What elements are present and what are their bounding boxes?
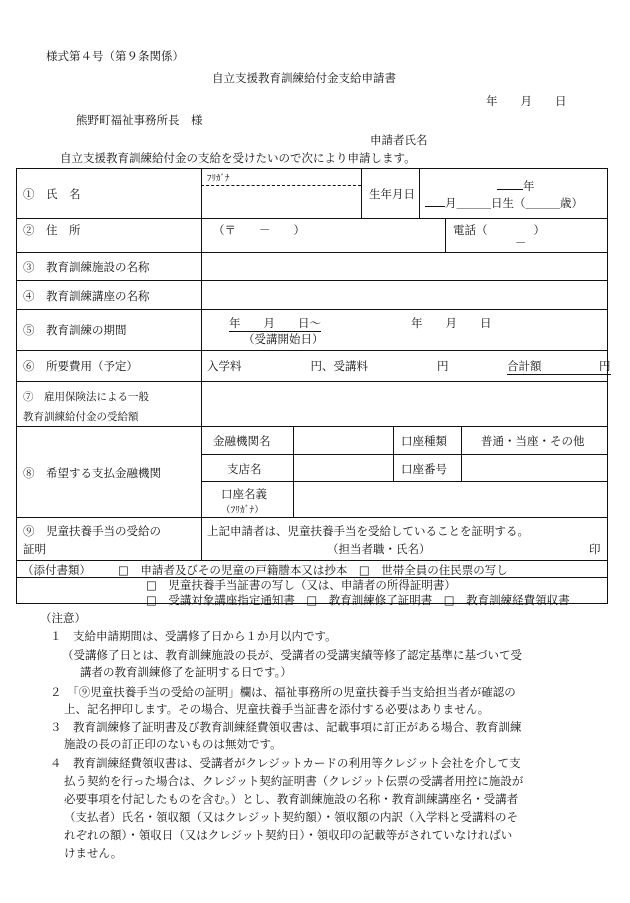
form-number: 様式第４号（第９条関係）	[46, 49, 184, 63]
attachment-line-3[interactable]: □ 受講対象講座指定通知書 □ 教育訓練修了証明書 □ 教育訓練経費領収書	[146, 593, 570, 607]
name-label: ① 氏 名	[23, 187, 81, 201]
postal-code-field[interactable]: （〒 － ）	[213, 223, 305, 237]
child-allowance-label-2: 証明	[23, 542, 46, 556]
facility-name-label: ③ 教育訓練施設の名称	[23, 260, 150, 274]
note-1a: （受講修了日とは、教育訓練施設の長が、受講者の受講実績等修了認定基準に基づいて受	[62, 648, 522, 662]
note-4f: けません。	[64, 846, 123, 860]
bank-name-input[interactable]	[299, 429, 389, 451]
course-name-label: ④ 教育訓練講座の名称	[23, 289, 150, 303]
certifier-name[interactable]: （担当者職・氏名）	[327, 542, 431, 556]
address-label: ② 住 所	[23, 223, 81, 237]
account-type-label: 口座種類	[401, 434, 447, 448]
note-3b: 施設の長の訂正印のないものは無効です。	[64, 737, 282, 751]
employment-benefit-label-1: ⑦ 雇用保険法による一般	[23, 391, 149, 403]
phone-field[interactable]: 電話（ ）	[453, 223, 545, 237]
birth-year[interactable]: 年	[497, 178, 535, 194]
seal-mark: 印	[589, 542, 601, 556]
fees-field[interactable]: 入学料 円、受講料 円	[207, 359, 449, 373]
certification-text: 上記申請者は、児童扶養手当を受給していることを証明する。	[207, 524, 529, 538]
account-holder-label: 口座名義	[221, 487, 267, 501]
account-number-label: 口座番号	[401, 462, 447, 476]
employment-benefit-label-2: 教育訓練給付金の受給額	[23, 411, 139, 423]
attachments-label: （添付書類）	[22, 563, 91, 577]
note-4c: 必要事項を付記したものを含む。）とし、教育訓練施設の名称・教育訓練講座名・受講者	[64, 792, 519, 806]
note-2a: ２ 「⑨児童扶養手当の受給の証明」欄は、福祉事務所の児童扶養手当支給担当者が確認の	[50, 685, 516, 699]
account-number-input[interactable]	[467, 457, 603, 479]
note-1b: 講者の教育訓練修了を証明する日です。）	[80, 665, 292, 679]
total-amount[interactable]: 合計額 円	[507, 359, 611, 373]
note-1: １ 支給申請期間は、受講修了日から１か月以内です。	[50, 629, 337, 643]
period-start[interactable]: 年 月 日～	[229, 316, 321, 330]
note-4e: れぞれの額）・領収日（又はクレジット契約日）・領収印の記載等がされていなければい	[64, 828, 513, 842]
employment-benefit-input[interactable]	[207, 387, 603, 421]
attachment-line-2[interactable]: □ 児童扶養手当証書の写し（又は、申請者の所得証明書）	[146, 578, 456, 592]
child-allowance-label-1: ⑨ 児童扶養手当の受給の	[23, 524, 161, 538]
phone-dash: －	[515, 236, 527, 250]
applicant-name-label: 申請者氏名	[370, 133, 428, 147]
course-name-input[interactable]	[207, 283, 603, 305]
period-start-note: （受講開始日）	[243, 332, 324, 346]
recipient: 熊野町福祉事務所長 様	[76, 113, 203, 127]
account-holder-kana-label: （ﾌﾘｶﾞﾅ）	[221, 505, 264, 516]
document-title: 自立支援教育訓練給付金支給申請書	[212, 71, 396, 85]
birth-date-label: 生年月日	[369, 187, 415, 201]
date-field[interactable]: 年 月 日	[486, 94, 567, 108]
bank-name-label: 金融機関名	[213, 434, 271, 448]
note-4b: 払う契約を行った場合は、クレジット契約証明書（クレジット伝票の受講者用控に施設が	[64, 774, 524, 788]
account-type-options[interactable]: 普通・当座・その他	[481, 434, 585, 448]
training-period-label: ⑤ 教育訓練の期間	[23, 323, 127, 337]
birth-month-day-age[interactable]: 月＿＿＿日生（＿＿＿歳）	[425, 195, 583, 211]
application-form-table	[16, 168, 611, 578]
attachment-line-1[interactable]: □ 申請者及びその児童の戸籍謄本又は抄本 □ 世帯全員の住民票の写し	[118, 563, 508, 577]
notes-heading: （注意）	[40, 611, 86, 625]
name-input[interactable]	[207, 189, 357, 213]
period-end[interactable]: 年 月 日	[411, 316, 492, 330]
bank-label: ⑧ 希望する支払金融機関	[23, 466, 161, 480]
note-3a: ３ 教育訓練修了証明書及び教育訓練経費領収書は、記載事項に訂正がある場合、教育訓練	[50, 720, 522, 734]
branch-name-label: 支店名	[227, 462, 262, 476]
note-2b: 上、記名押印します。その場合、児童扶養手当証書を添付する必要はありません。	[64, 702, 490, 716]
note-4a: ４ 教育訓練経費領収書は、受講者がクレジットカードの利用等クレジット会社を介して支	[50, 756, 521, 770]
furigana-label: ﾌﾘｶﾞﾅ	[207, 174, 230, 184]
account-holder-input[interactable]	[299, 484, 603, 514]
branch-name-input[interactable]	[299, 457, 389, 479]
note-4d: （支払者）氏名・領収額（又はクレジット契約額）・領収額の内訳（入学料と受講料のそ	[64, 810, 518, 824]
intro-text: 自立支援教育訓練給付金の支給を受けたいので次により申請します。	[60, 151, 416, 165]
facility-name-input[interactable]	[207, 255, 603, 277]
expected-cost-label: ⑥ 所要費用（予定）	[23, 359, 138, 373]
